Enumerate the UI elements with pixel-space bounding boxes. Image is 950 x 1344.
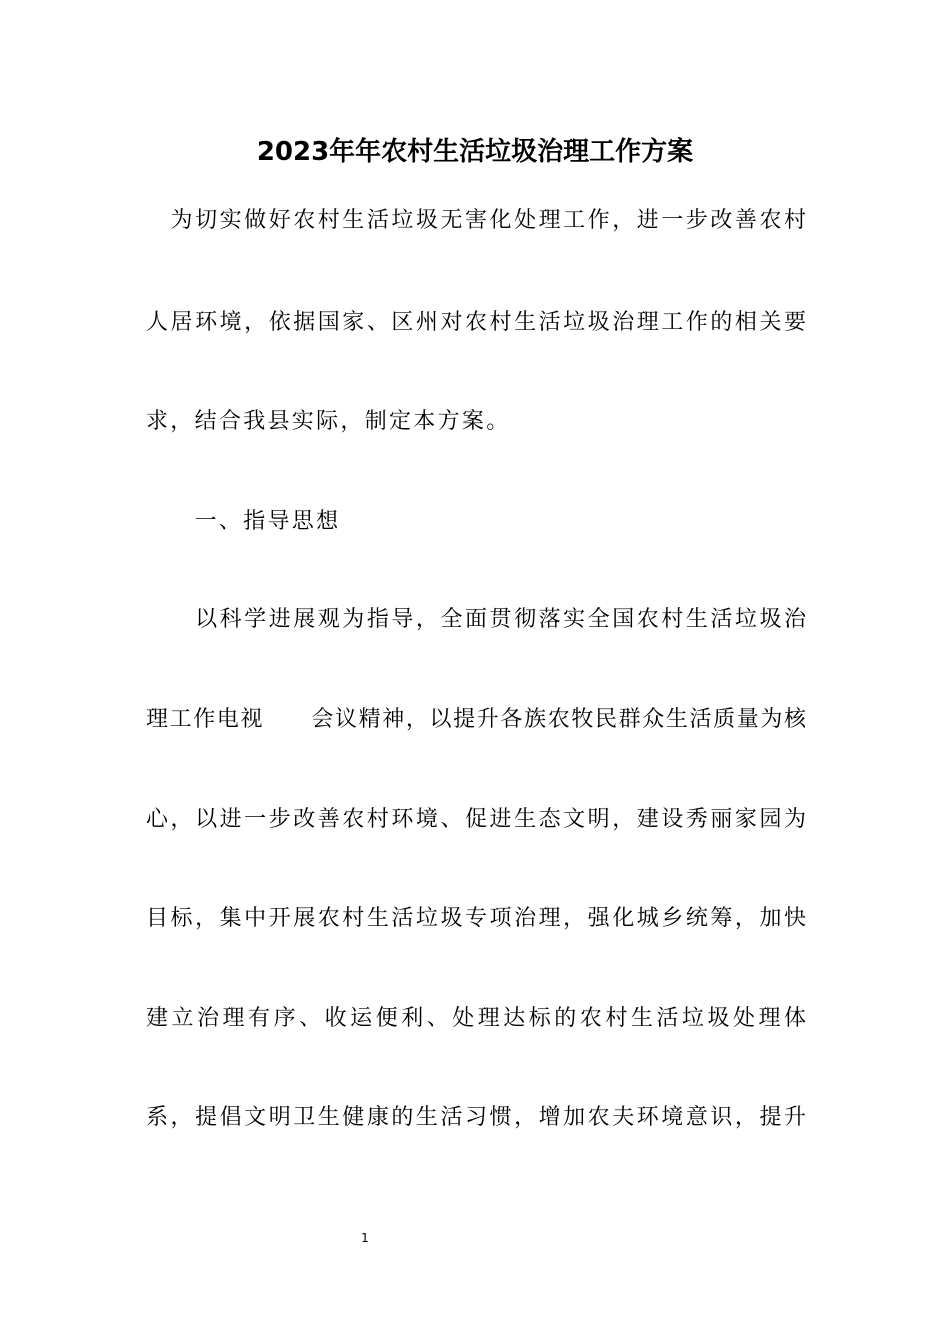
paragraph-line-6: 理工作电视 会议精神，以提升各族农牧民群众生活质量为核: [146, 707, 806, 732]
paragraph-line-9: 建立治理有序、收运便利、处理达标的农村生活垃圾处理体: [146, 1006, 806, 1031]
paragraph-line-5: 以科学进展观为指导，全面贯彻落实全国农村生活垃圾治: [146, 607, 806, 632]
paragraph-line-8: 目标，集中开展农村生活垃圾专项治理，强化城乡统筹，加快: [146, 906, 806, 931]
paragraph-line-1: 为切实做好农村生活垃圾无害化处理工作，进一步改善农村: [146, 208, 806, 233]
paragraph-line-7: 心，以进一步改善农村环境、促进生态文明，建设秀丽家园为: [146, 807, 806, 832]
document-title: 2023年年农村生活垃圾治理工作方案: [256, 137, 694, 167]
page-number: 1: [361, 1231, 369, 1245]
section-heading-guiding-thought: 一、指导思想: [146, 509, 341, 534]
paragraph-line-2: 人居环境，依据国家、区州对农村生活垃圾治理工作的相关要: [146, 310, 806, 335]
paragraph-line-3: 求，结合我县实际，制定本方案。: [146, 409, 511, 434]
paragraph-line-10: 系，提倡文明卫生健康的生活习惯，增加农夫环境意识，提升: [146, 1105, 806, 1130]
